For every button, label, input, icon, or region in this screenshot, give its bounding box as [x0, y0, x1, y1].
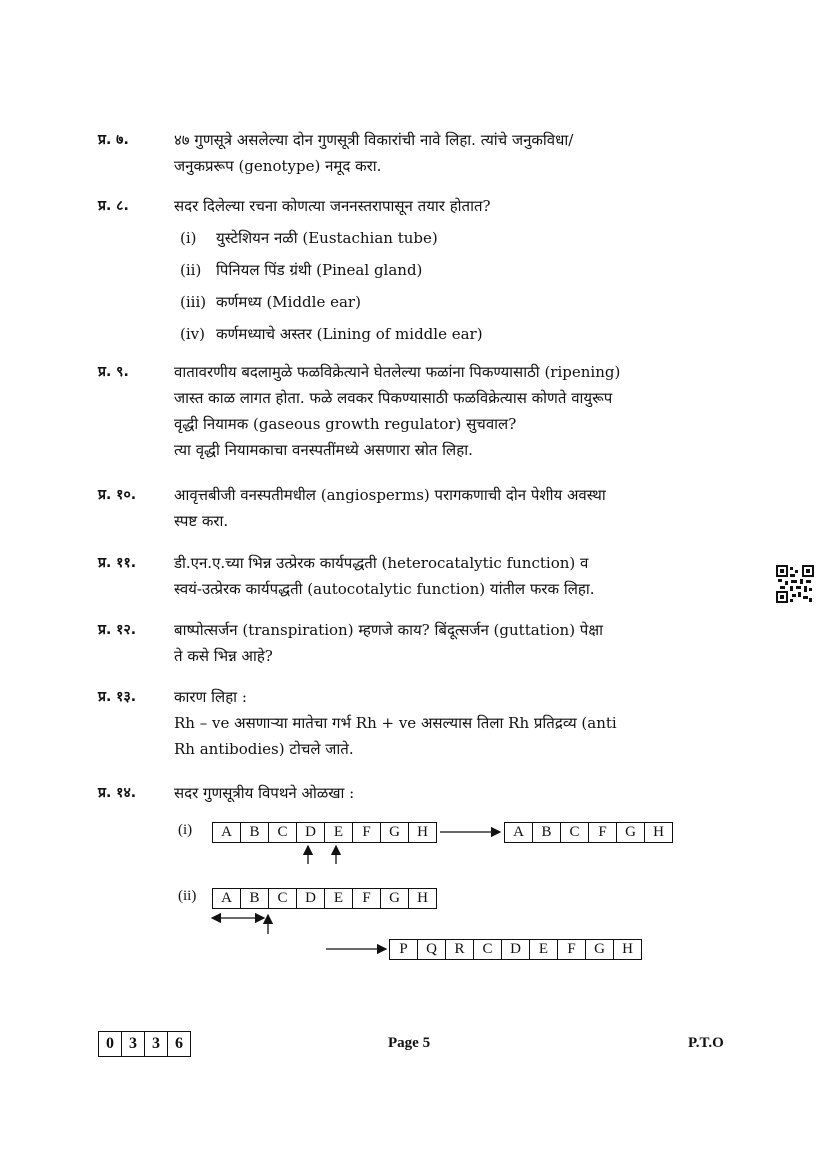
gene-cell: P [390, 940, 418, 959]
gene-cell: F [589, 823, 617, 842]
gene-cell: B [241, 823, 269, 842]
paper-code [98, 1031, 191, 1057]
gene-cell: A [213, 823, 241, 842]
gene-cell: C [561, 823, 589, 842]
gene-cell: E [530, 940, 558, 959]
question-number: प्र. ११. [98, 555, 137, 571]
gene-cell: E [325, 823, 353, 842]
code-digit: 3 [145, 1032, 168, 1056]
subitem: (iii) कर्णमध्य (Middle ear) [180, 293, 361, 311]
gene-cell: D [297, 823, 325, 842]
gene-cell: B [533, 823, 561, 842]
text-line: वृद्धी नियामक (gaseous growth regulator) सुचवाल? [174, 415, 517, 433]
text-line: ४७ गुणसूत्रे असलेल्या दोन गुणसूत्री विकारांची नावे लिहा. त्यांचे जनुकविधा/ [174, 131, 574, 149]
question-number: प्र. १२. [98, 622, 137, 638]
subitem: (ii) पिनियल पिंड ग्रंथी (Pineal gland) [180, 261, 423, 279]
gene-cell: C [269, 889, 297, 908]
text-line: कारण लिहा : [174, 688, 247, 706]
gene-cell: E [325, 889, 353, 908]
question-number: प्र. १०. [98, 487, 137, 503]
gene-cell: B [241, 889, 269, 908]
page-number: Page 5 [388, 1035, 431, 1051]
gene-cell: D [502, 940, 530, 959]
gene-cell: H [653, 824, 664, 840]
subitem: (iv) कर्णमध्याचे अस्तर (Lining of middle ear) [180, 325, 483, 343]
gene-cell: A [213, 889, 241, 908]
question-number: प्र. १४. [98, 785, 137, 801]
text-line: जनुकप्ररूप (genotype) नमूद करा. [174, 157, 382, 175]
text-line: आवृत्तबीजी वनस्पतीमधील (angiosperms) परागकणाची दोन पेशीय अवस्था [174, 486, 606, 504]
gene-cell: F [558, 940, 586, 959]
question-number: प्र. ८. [98, 198, 129, 214]
question-number: प्र. ९. [98, 364, 129, 380]
gene-cell: G [617, 823, 645, 842]
pto-label: P.T.O [688, 1035, 724, 1051]
code-digit: 6 [175, 1035, 183, 1052]
text-line: जास्त काळ लागत होता. फळे लवकर पिकण्यासाठी फळविक्रेत्यास कोणते वायुरूप [174, 389, 613, 407]
text-line: स्वयं-उत्प्रेरक कार्यपद्धती (autocotalytic function) यांतील फरक लिहा. [174, 580, 595, 598]
code-digit: 0 [99, 1032, 122, 1056]
gene-cell: D [297, 889, 325, 908]
gene-cell: C [474, 940, 502, 959]
text-line: वातावरणीय बदलामुळे फळविक्रेत्याने घेतलेल्या फळांना पिकण्यासाठी (ripening) [174, 363, 621, 381]
gene-cell: H [417, 890, 428, 906]
text-line: डी.एन.ए.च्या भिन्न उत्प्रेरक कार्यपद्धती (heterocatalytic function) व [174, 554, 589, 572]
diagram-label-ii: (ii) [178, 888, 197, 904]
gene-cell: G [381, 889, 409, 908]
question-number: प्र. ७. [98, 132, 129, 148]
gene-cell: F [353, 823, 381, 842]
qr-code-icon [776, 565, 814, 603]
gene-cell: Q [418, 940, 446, 959]
gene-cell: A [505, 823, 533, 842]
gene-cell: R [446, 940, 474, 959]
text-line: सदर दिलेल्या रचना कोणत्या जननस्तरापासून तयार होतात? [174, 197, 491, 215]
text-line: ते कसे भिन्न आहे? [174, 647, 273, 665]
text-line: त्या वृद्धी नियामकाचा वनस्पतींमध्ये असणारा स्रोत लिहा. [174, 441, 473, 459]
text-line: बाष्पोत्सर्जन (transpiration) म्हणजे काय? बिंदूत्सर्जन (guttation) पेक्षा [174, 621, 603, 639]
gene-cell: H [417, 824, 428, 840]
gene-cell: C [269, 823, 297, 842]
text-line: सदर गुणसूत्रीय विपथने ओळखा : [174, 784, 355, 802]
gene-cell: H [622, 941, 633, 957]
text-line: स्पष्ट करा. [174, 512, 229, 530]
subitem: (i) युस्टेशियन नळी (Eustachian tube) [180, 229, 438, 247]
code-digit: 3 [122, 1032, 145, 1056]
gene-cell: G [381, 823, 409, 842]
gene-cell: F [353, 889, 381, 908]
text-line: Rh antibodies) टोचले जाते. [174, 740, 354, 758]
text-line: Rh – ve असणाऱ्या मातेचा गर्भ Rh + ve असल्यास तिला Rh प्रतिद्रव्य (anti [174, 714, 617, 732]
gene-cell: G [586, 940, 614, 959]
diagram-label-i: (i) [178, 822, 193, 838]
question-number: प्र. १३. [98, 689, 137, 705]
